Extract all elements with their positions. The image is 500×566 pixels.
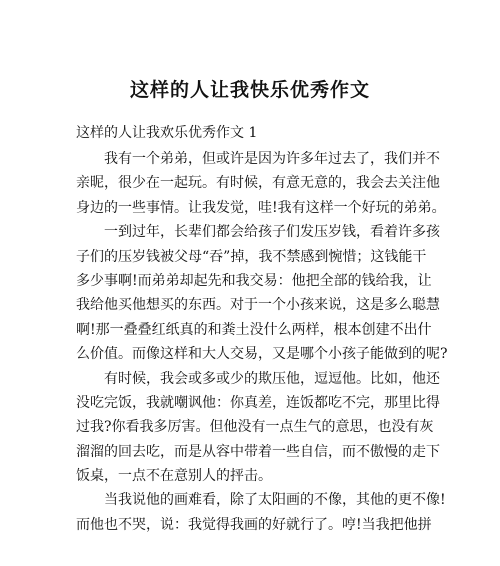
paragraph-3-line-4: 溜溜的回去吃，而是从容中带着一些自信，而不傲慢的走下: [76, 443, 440, 460]
document-title: 这样的人让我快乐优秀作文: [129, 79, 370, 101]
paragraph-3-line-5: 饭桌，一点不在意别人的抨击。: [76, 468, 272, 485]
document-subtitle: 这样的人让我欢乐优秀作文 1: [76, 125, 258, 141]
paragraph-4-line-1: 当我说他的画难看，除了太阳画的不像，其他的更不像!: [104, 492, 446, 509]
paragraph-3-line-1: 有时候，我会或多或少的欺压他，逗逗他。比如，他还: [104, 370, 440, 387]
paragraph-2-line-3: 多少事啊!而弟弟却起先和我交易：他把全部的钱给我，让: [76, 272, 432, 289]
paragraph-2-line-1: 一到过年，长辈们都会给孩子们发压岁钱，看着许多孩: [104, 224, 440, 241]
paragraph-2-line-5: 啊!那一叠叠红纸真的和粪土没什么两样，根本创建不出什: [76, 321, 432, 338]
paragraph-1-line-2: 亲昵，很少在一起玩。有时候，有意无意的，我会去关注他: [76, 175, 440, 192]
paragraph-2-line-6: 么价值。而像这样和大人交易，又是哪个小孩子能做到的呢?: [76, 346, 448, 363]
paragraph-3-line-2: 没吃完饭，我就嘲讽他：你真差，连饭都吃不完，那里比得: [76, 394, 440, 411]
paragraph-1-line-1: 我有一个弟弟，但或许是因为许多年过去了，我们并不: [104, 151, 440, 167]
paragraph-2-line-4: 我给他买他想买的东西。对于一个小孩来说，这是多么聪慧: [76, 297, 440, 314]
paragraph-2-line-2: 子们的压岁钱被父母“吞”掉，我不禁感到惋惜；这钱能干: [76, 248, 427, 265]
document-body: [76, 147, 448, 537]
paragraph-1-line-3: 身边的一些事情。让我发觉，哇!我有这样一个好玩的弟弟。: [76, 199, 446, 216]
paragraph-4-line-2: 而他也不哭，说：我觉得我画的好就行了。哼!当我把他拼: [76, 516, 432, 533]
paragraph-3-line-3: 过我?你看我多厉害。但他没有一点生气的意思，也没有灰: [76, 419, 434, 436]
